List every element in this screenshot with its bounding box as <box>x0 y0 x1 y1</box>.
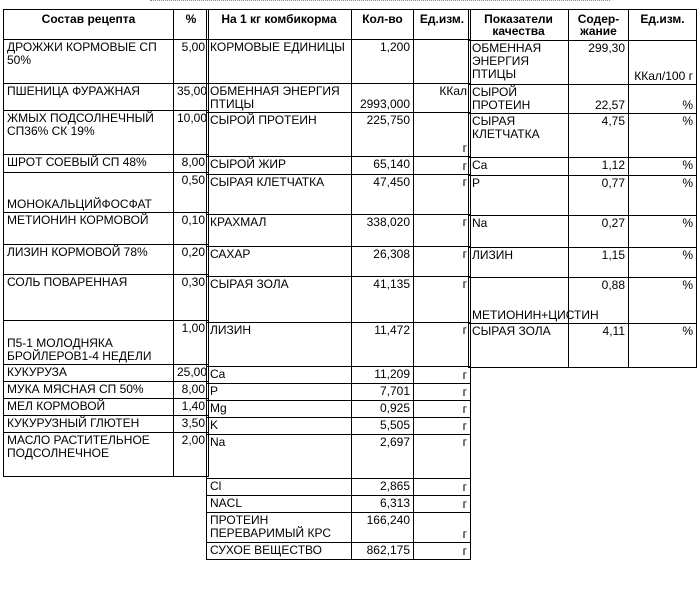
table-row: СЫРОЙ ЖИР 65,140 г <box>207 157 471 175</box>
table-row: МЕЛ КОРМОВОЙ 1,40 <box>4 399 209 416</box>
table-row: СЫРАЯ КЛЕТЧАТКА 4,75 % <box>469 114 697 158</box>
table-row: МЕТИОНИН КОРМОВОЙ 0,10 <box>4 213 209 245</box>
quality-header-value: Содер-жание <box>569 10 629 41</box>
per-kg-header-qty: Кол-во <box>352 10 414 40</box>
quality-header-name: Показатели качества <box>469 10 569 41</box>
table-row: СЫРОЙ ПРОТЕИН 225,750 г <box>207 113 471 157</box>
table-row: СОЛЬ ПОВАРЕННАЯ 0,30 <box>4 275 209 321</box>
per-kg-table <box>206 9 471 560</box>
per-kg-header-unit: Ед.изм. <box>414 10 471 40</box>
recipe-header-row <box>4 10 209 40</box>
table-row: КУКУРУЗНЫЙ ГЛЮТЕН 3,50 <box>4 416 209 433</box>
table-row: Na 0,27 % <box>469 216 697 248</box>
table-row: КОРМОВЫЕ ЕДИНИЦЫ 1,200 <box>207 40 471 84</box>
table-row: Ca 11,209 г <box>207 367 471 384</box>
recipe-table <box>3 9 209 477</box>
quality-table <box>468 9 697 368</box>
table-row: СЫРАЯ ЗОЛА 41,135 г <box>207 277 471 323</box>
table-row: ЛИЗИН 11,472 г <box>207 323 471 367</box>
table-row: СЫРОЙ ПРОТЕИН 22,57 % <box>469 85 697 114</box>
per-kg-header-row <box>207 10 471 40</box>
table-row: K 5,505 г <box>207 418 471 435</box>
table-row: МОНОКАЛЬЦИЙФОСФАТ 0,50 <box>4 173 209 213</box>
scan-edge-divider <box>150 0 610 5</box>
table-row: ОБМЕННАЯ ЭНЕРГИЯ ПТИЦЫ 299,30 ККал/100 г <box>469 41 697 85</box>
recipe-header-name: Состав рецепта <box>4 10 174 40</box>
quality-header-row <box>469 10 697 41</box>
table-row: КУКУРУЗА 25,00 <box>4 365 209 382</box>
quality-header-unit: Ед.изм. <box>629 10 697 41</box>
table-row: Cl 2,865 г <box>207 479 471 496</box>
table-row: Ca 1,12 % <box>469 158 697 176</box>
table-row: ПРОТЕИН ПЕРЕВАРИМЫЙ КРС 166,240 г <box>207 513 471 543</box>
table-row: NACL 6,313 г <box>207 496 471 513</box>
table-row: СУХОЕ ВЕЩЕСТВО 862,175 г <box>207 543 471 560</box>
table-row: Mg 0,925 г <box>207 401 471 418</box>
table-row: P 0,77 % <box>469 176 697 216</box>
table-row: ЛИЗИН КОРМОВОЙ 78% 0,20 <box>4 245 209 275</box>
table-row: ДРОЖЖИ КОРМОВЫЕ СП 50% 5,00 <box>4 40 209 84</box>
table-row: СЫРАЯ ЗОЛА 4,11 % <box>469 324 697 368</box>
table-row: КРАХМАЛ 338,020 г <box>207 215 471 247</box>
table-row: P 7,701 г <box>207 384 471 401</box>
table-row: САХАР 26,308 г <box>207 247 471 277</box>
table-row: ПШЕНИЦА ФУРАЖНАЯ 35,00 <box>4 84 209 111</box>
table-row: ОБМЕННАЯ ЭНЕРГИЯ ПТИЦЫ 2993,000 ККал <box>207 84 471 113</box>
table-row: Na 2,697 г <box>207 435 471 479</box>
per-kg-header-name: На 1 кг комбикорма <box>207 10 352 40</box>
table-row: СЫРАЯ КЛЕТЧАТКА 47,450 г <box>207 175 471 215</box>
table-row: П5-1 МОЛОДНЯКА БРОЙЛЕРОВ1-4 НЕДЕЛИ 1,00 <box>4 321 209 365</box>
recipe-header-pct: % <box>174 10 209 40</box>
table-row: МУКА МЯСНАЯ СП 50% 8,00 <box>4 382 209 399</box>
table-row: ЛИЗИН 1,15 % <box>469 248 697 278</box>
table-row: ЖМЫХ ПОДСОЛНЕЧНЫЙ СП36% СК 19% 10,00 <box>4 111 209 155</box>
table-row: МЕТИОНИН+ЦИСТИН 0,88 % <box>469 278 697 324</box>
table-row: ШРОТ СОЕВЫЙ СП 48% 8,00 <box>4 155 209 173</box>
table-row: МАСЛО РАСТИТЕЛЬНОЕ ПОДСОЛНЕЧНОЕ 2,00 <box>4 433 209 477</box>
